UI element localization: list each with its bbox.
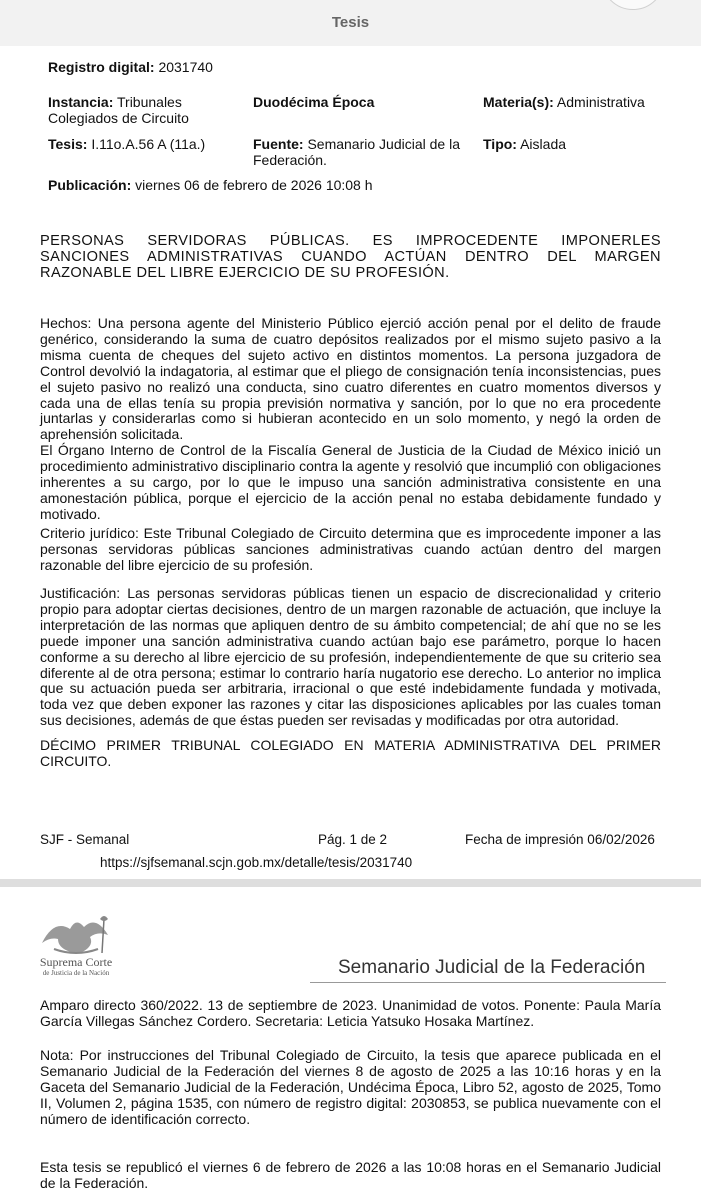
eagle-emblem-icon: [36, 913, 116, 957]
document-type-title: Tesis: [331, 14, 370, 31]
logo-text-line1: Suprema Corte: [39, 955, 113, 969]
instancia: Instancia: Tribunales Colegiados de Circuito: [48, 94, 189, 126]
epoca: Duodécima Época: [253, 94, 375, 110]
fuente: Fuente: Semanario Judicial de la Federación.: [253, 136, 460, 168]
document-page-2: [0, 887, 701, 1200]
title-rule: [310, 982, 666, 983]
hechos-paragraph-1: Hechos: Una persona agente del Ministerio Público ejerció acción penal por el delito de fraude genérico, considerando la suma de cuatro depósitos realizados por el mismo sujeto pasivo a la misma cuenta de cheques del sujeto activo en distintos momentos. La persona juzgadora de Control devolvió la indagatoria, al estimar que el pliego de consignación tenía inconsistencias, pues el sujeto pasivo no realizó una conducta, sino cuatro diferentes en cuatro momentos diversos y cada una de ellas tenía su propia previsión normativa y sanción, por lo que no era procedente juntarlas y considerarlas como si hubieran acontecido en un solo momento, y negó la orden de aprehensión solicitada.: [40, 315, 661, 443]
hechos-section: [40, 316, 661, 523]
scjn-logo: [36, 913, 116, 981]
page-separator: [0, 879, 701, 887]
criterio-juridico: Criterio jurídico: Este Tribunal Colegiado de Circuito determina que es improcedente imponer a las personas servidoras públicas sanciones administrativas cuando actúan dentro del margen razonable del libre ejercicio de su profesión.: [40, 525, 661, 573]
tipo: Tipo: Aislada: [483, 136, 567, 152]
tesis-heading: PERSONAS SERVIDORAS PÚBLICAS. ES IMPROCEDENTE IMPONERLES SANCIONES ADMINISTRATIVAS CUANDO ACTÚAN DENTRO DEL MARGEN RAZONABLE DEL LIBRE EJERCICIO DE SU PROFESIÓN.: [40, 233, 661, 281]
hechos-paragraph-2: El Órgano Interno de Control de la Fiscalía General de Justicia de la Ciudad de México inició un procedimiento administrativo disciplinario contra la agente y resolvió que incumplió con obligaciones inherentes a su cargo, por lo que le impuso una sanción administrativa consistente en una amonestación pública, porque el ejercicio de la acción penal no estaba debidamente fundado y motivado.: [40, 442, 662, 522]
logo-text-line2: de Justicia de la Nación: [42, 969, 110, 977]
viewer-header: [0, 0, 701, 46]
tesis-id: Tesis: I.11o.A.56 A (11a.): [48, 136, 206, 152]
semanario-title: Semanario Judicial de la Federación: [338, 957, 646, 978]
amparo-reference: Amparo directo 360/2022. 13 de septiembre de 2023. Unanimidad de votos. Ponente: Paula María García Villegas Sánchez Cordero. Secretaria: Leticia Yatsuko Hosaka Martínez.: [40, 997, 661, 1029]
republicacion-note: Esta tesis se republicó el viernes 6 de febrero de 2026 a las 10:08 horas en el Semanario Judicial de la Federación.: [40, 1159, 661, 1191]
registro-digital: Registro digital: 2031740: [48, 59, 213, 75]
footer-print-date: Fecha de impresión 06/02/2026: [465, 832, 655, 847]
footer-source: SJF - Semanal: [40, 832, 130, 847]
publicacion: Publicación: viernes 06 de febrero de 2026 10:08 h: [48, 177, 373, 193]
footer-page-number: Pág. 1 de 2: [318, 832, 388, 847]
tribunal-name: DÉCIMO PRIMER TRIBUNAL COLEGIADO EN MATERIA ADMINISTRATIVA DEL PRIMER CIRCUITO.: [40, 737, 661, 769]
materia: Materia(s): Administrativa: [483, 94, 645, 110]
footer-url[interactable]: https://sjfsemanal.scjn.gob.mx/detalle/tesis/2031740: [100, 855, 413, 870]
justificacion: Justificación: Las personas servidoras públicas tienen un espacio de discrecionalidad y criterio propio para adoptar ciertas decisiones, dentro de un margen razonable de actuación, que incluye la interpretación de las normas que apliquen dentro de su ámbito competencial; de ahí que no se les puede imponer una sanción administrativa cuando actúan bajo ese parámetro, porque lo hacen conforme a su derecho al libre ejercicio de su profesión, independientemente de que su criterio sea diferente al de otra persona; estimar lo contrario haría nugatorio ese derecho. Lo anterior no implica que su actuación pueda ser arbitraria, irracional o que esté indebidamente fundada y motivada, toda vez que deben exponer las razones y citar las disposiciones aplicables por las cuales toman sus decisiones, además de que éstas pueden ser revisadas y modificadas por otra autoridad.: [40, 585, 661, 729]
nota: Nota: Por instrucciones del Tribunal Colegiado de Circuito, la tesis que aparece publicada en el Semanario Judicial de la Federación del viernes 8 de agosto de 2025 a las 10:16 horas y en la Gaceta del Semanario Judicial de la Federación, Undécima Época, Libro 52, agosto de 2025, Tomo II, Volumen 2, página 1535, con número de registro digital: 2030853, se publica nuevamente con el número de identificación correcto.: [40, 1047, 661, 1127]
corner-control[interactable]: [601, 0, 665, 10]
